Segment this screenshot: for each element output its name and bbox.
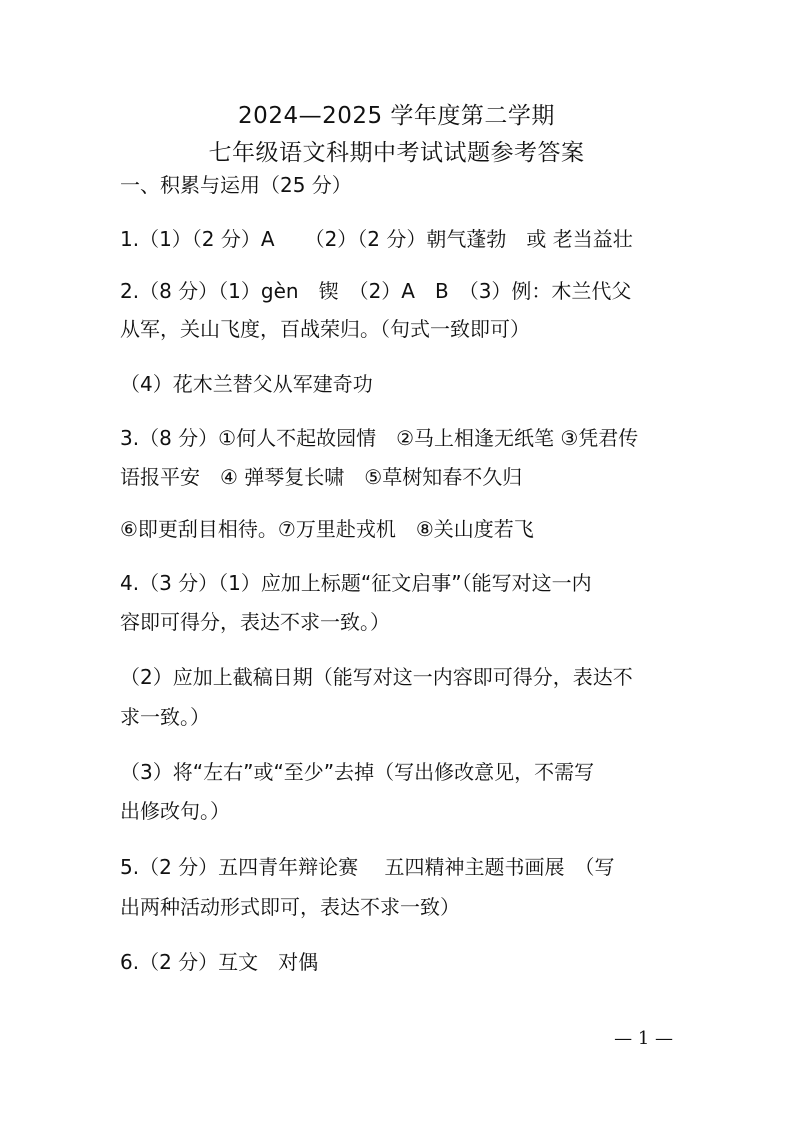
page-number: — 1 — xyxy=(614,1028,673,1049)
answer-line-5: 3.（8 分）①何人不起故园情 ②马上相逢无纸笔 ③凭君传 xyxy=(120,426,639,450)
answer-line-10: （2）应加上截稿日期（能写对这一内容即可得分，表达不 xyxy=(120,665,633,689)
document-title-line2: 七年级语文科期中考试试题参考答案 xyxy=(208,140,585,166)
answer-line-9: 容即可得分，表达不求一致。） xyxy=(120,610,390,634)
answer-line-16: 6.（2 分）互文 对偶 xyxy=(120,950,319,974)
answer-line-15: 出两种活动形式即可，表达不求一致） xyxy=(120,895,460,919)
document-title-line1: 2024—2025 学年度第二学期 xyxy=(238,103,555,129)
answer-line-11: 求一致。） xyxy=(120,705,210,729)
answer-line-3: 从军，关山飞度，百战荣归。（句式一致即可） xyxy=(120,317,530,341)
answer-line-8: 4.（3 分）（1）应加上标题“征文启事”（能写对这一内 xyxy=(120,571,592,595)
answer-line-7: ⑥即更刮目相待。⑦万里赴戎机 ⑧关山度若飞 xyxy=(120,517,534,541)
answer-line-4: （4）花木兰替父从军建奇功 xyxy=(120,372,373,396)
answer-line-13: 出修改句。） xyxy=(120,799,230,823)
answer-line-12: （3）将“左右”或“至少”去掉（写出修改意见，不需写 xyxy=(120,760,595,784)
answer-line-6: 语报平安 ④ 弹琴复长啸 ⑤草树知春不久归 xyxy=(120,465,523,489)
section-heading: 一、积累与运用（25 分） xyxy=(120,173,352,197)
answer-line-14: 5.（2 分）五四青年辩论赛 五四精神主题书画展 （写 xyxy=(120,855,615,879)
answer-line-2: 2.（8 分）（1）gèn 锲 （2）A B （3）例：木兰代父 xyxy=(120,279,632,303)
answer-line-1: 1.（1）（2 分）A （2）（2 分）朝气蓬勃 或 老当益壮 xyxy=(120,227,633,251)
